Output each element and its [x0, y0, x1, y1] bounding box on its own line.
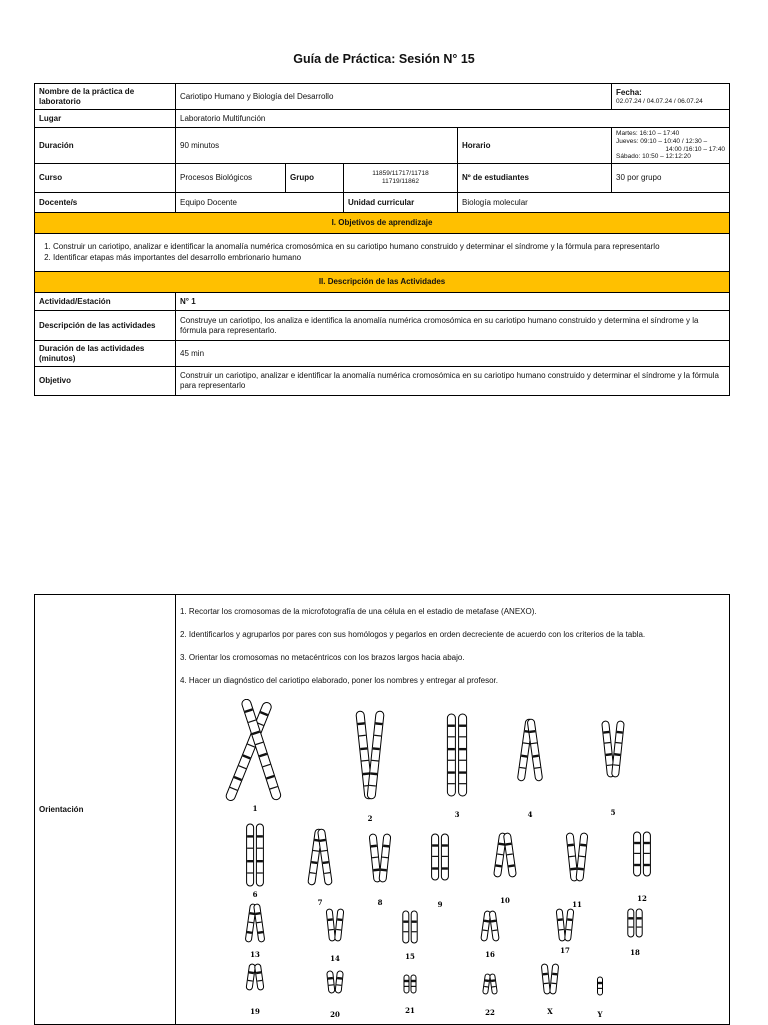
objetivos-header: I. Objetivos de aprendizaje [35, 213, 730, 234]
fecha-cell [612, 84, 730, 110]
chromosome-label: 9 [437, 900, 443, 909]
lugar-value: Laboratorio Multifunción [176, 110, 730, 128]
actividades-header: II. Descripción de las Actividades [35, 272, 730, 293]
docente-value: Equipo Docente [176, 193, 344, 213]
chromosome-label: 16 [485, 950, 495, 959]
estudiantes-label: Nº de estudiantes [458, 164, 612, 193]
grupo-value [344, 164, 458, 193]
unidad-label: Unidad curricular [344, 193, 458, 213]
chromosome-label: 12 [637, 894, 647, 903]
chromosome-shape [367, 711, 384, 799]
duracion-actividades-value: 45 min [176, 341, 730, 367]
orientacion-label: Orientación [35, 595, 176, 1025]
practica-value: Cariotipo Humano y Biología del Desarrollo [176, 84, 612, 110]
chromosome-shape [403, 911, 409, 943]
chromosome-shape [411, 975, 416, 993]
fecha-label: Fecha: [616, 87, 642, 97]
chromosome-shape [483, 974, 491, 995]
chromosome-shape [326, 909, 335, 941]
horario-line: Martes: 16:10 – 17:40 [616, 130, 680, 137]
horario-value [612, 128, 730, 164]
horario-line: Jueves: 09:10 – 10:40 / 12:30 – [616, 137, 708, 145]
chromosome-label: 15 [405, 952, 415, 961]
practica-label: Nombre de la práctica de laboratorio [35, 84, 176, 110]
chromosome-shape [246, 964, 256, 991]
grupo-line: 11719/11862 [382, 178, 419, 186]
objetivo-label: Objetivo [35, 367, 176, 396]
chromosome-label: 6 [252, 890, 258, 899]
chromosome-shape [541, 964, 550, 994]
chromosome-shape [327, 971, 335, 994]
chromosome-shape [550, 964, 559, 994]
chromosome-shape [634, 832, 641, 876]
chromosome-shape [576, 833, 588, 881]
chromosome-label: 22 [485, 1008, 495, 1017]
chromosome-shape [411, 911, 417, 943]
chromosome-label: Y [597, 1010, 603, 1019]
chromosome-shape [636, 909, 642, 937]
objetivo-item: 1. Construir un cariotipo, analizar e identificar la anomalía numérica cromosómica en su cariotipo humano construido y determinar el síndrome y la fórmula para representarlo [53, 242, 725, 252]
chromosome-label: 7 [317, 898, 323, 907]
objetivo-value: Construir un cariotipo, analizar e identificar la anomalía numérica cromosómica en su cariotipo humano construido y determinar el síndrome y la fórmula para representarlo [176, 367, 730, 396]
horario-line: 14:00 /16:10 – 17:40 [665, 145, 726, 153]
chromosome-shape [556, 909, 565, 941]
orientacion-step: 1. Recortar los cromosomas de la microfotografía de una célula en el estadio de metafase (ANEXO). [180, 607, 537, 616]
docente-label: Docente/s [35, 193, 176, 213]
duracion-actividades-label: Duración de las actividades (minutos) [35, 341, 176, 367]
chromosome-label: 13 [250, 950, 260, 959]
chromosome-label: 8 [377, 898, 383, 907]
chromosome-shape [527, 719, 543, 781]
horario-label: Horario [458, 128, 612, 164]
chromosome-label: 14 [330, 954, 340, 963]
curso-value: Procesos Biológicos [176, 164, 286, 193]
chromosome-label: 4 [527, 810, 533, 819]
chromosome-shape [447, 714, 455, 796]
chromosome-shape [503, 833, 516, 878]
grupo-line: 11859/11717/11718 [372, 170, 429, 178]
grupo-label: Grupo [286, 164, 344, 193]
descripcion-label: Descripción de las actividades [35, 311, 176, 341]
chromosome-shape [432, 834, 439, 880]
chromosome-shape [247, 824, 254, 886]
descripcion-value: Construye un cariotipo, los analiza e identifica la anomalía numérica cromosómica en su cariotipo humano construido y determina el síndrome y la fórmula para representarlo. [176, 311, 730, 341]
chromosome-shape [598, 977, 603, 995]
objetivos-list-cell [35, 234, 730, 272]
chromosome-label: 11 [572, 900, 582, 909]
orientacion-step: 3. Orientar los cromosomas no metacéntricos con los brazos largos hacia abajo. [180, 653, 465, 662]
duracion-label: Duración [35, 128, 176, 164]
objetivos-list [39, 242, 725, 263]
chromosome-shape [643, 832, 650, 876]
chromosome-shape [489, 911, 499, 942]
unidad-value: Biología molecular [458, 193, 730, 213]
orientacion-steps [180, 607, 725, 686]
chromosome-label: 5 [610, 808, 616, 817]
chromosome-shape [490, 974, 498, 995]
chromosome-shape [254, 904, 265, 942]
chromosome-shape [335, 971, 343, 994]
chromosome-shape [565, 909, 574, 941]
chromosome-label: 3 [454, 810, 460, 819]
lugar-label: Lugar [35, 110, 176, 128]
actividad-value: N° 1 [176, 293, 730, 311]
chromosome-label: 1 [252, 804, 258, 813]
karyotype-figure [180, 699, 725, 1019]
page-title: Guía de Práctica: Sesión N° 15 [293, 52, 475, 66]
actividad-label: Actividad/Estación [35, 293, 176, 311]
chromosome-label: 10 [500, 896, 510, 905]
chromosome-shape [254, 964, 264, 991]
duracion-value: 90 minutos [176, 128, 458, 164]
orientacion-step: 2. Identificarlos y agruparlos por pares con sus homólogos y pegarlos en orden decreciente de acuerdo con los criterios de la tabla. [180, 630, 646, 639]
chromosome-label: 18 [630, 948, 640, 957]
practice-info-table [34, 83, 730, 396]
objetivo-item: 2. Identificar etapas más importantes del desarrollo embrionario humano [53, 253, 725, 263]
orientacion-table [34, 594, 730, 1025]
orientacion-content [176, 595, 730, 1025]
estudiantes-value: 30 por grupo [612, 164, 730, 193]
horario-line: Sábado: 10:50 – 12:12:20 [616, 153, 691, 161]
chromosome-shape [379, 834, 391, 882]
chromosome-shape [628, 909, 634, 937]
chromosome-shape [441, 834, 448, 880]
chromosome-shape [256, 824, 263, 886]
fecha-value: 02.07.24 / 04.07.24 / 06.07.24 [616, 97, 703, 105]
curso-label: Curso [35, 164, 176, 193]
chromosome-shape [318, 829, 333, 885]
chromosome-shape [335, 909, 344, 941]
chromosome-shape [459, 714, 467, 796]
chromosome-label: X [547, 1007, 553, 1016]
chromosome-label: 20 [330, 1010, 340, 1019]
orientacion-step: 4. Hacer un diagnóstico del cariotipo elaborado, poner los nombres y entregar al profesor. [180, 676, 498, 685]
chromosome-label: 19 [250, 1007, 260, 1016]
chromosome-label: 21 [405, 1006, 415, 1015]
chromosome-label: 2 [367, 814, 373, 823]
chromosome-shape [404, 975, 409, 993]
chromosome-label: 17 [560, 946, 570, 955]
chromosome-shape [611, 721, 624, 777]
